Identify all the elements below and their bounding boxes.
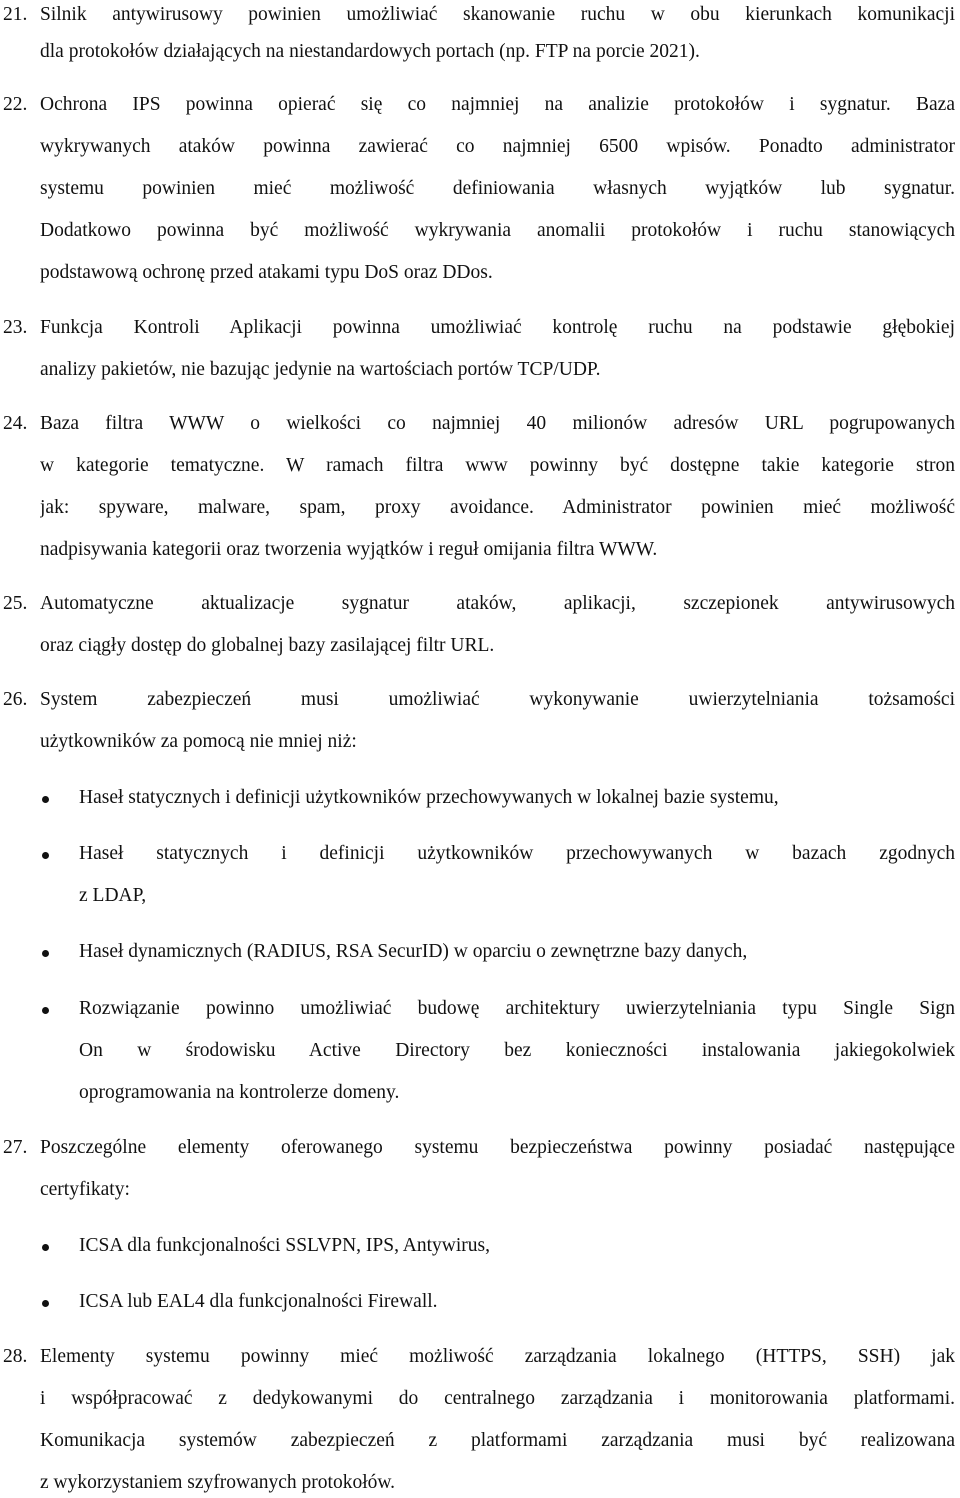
bullet-dot-icon <box>42 796 49 803</box>
item-text-line: certyfikaty: <box>40 1179 130 1200</box>
bullet-dot-icon <box>42 1007 49 1014</box>
item-text-line: systemu powinien mieć możliwość definiowania własnych wyjątków lub sygnatur. <box>40 178 955 199</box>
bullet-text-line: ICSA dla funkcjonalności SSLVPN, IPS, Antywirus, <box>79 1235 490 1256</box>
item-text-line: w kategorie tematyczne. W ramach filtra www powinny być dostępne takie kategorie stron <box>40 455 955 476</box>
item-number: 28. <box>3 1346 28 1367</box>
item-text-line: oraz ciągły dostęp do globalnej bazy zasilającej filtr URL. <box>40 635 495 656</box>
item-number: 26. <box>3 689 28 710</box>
bullet-text-line: Haseł statycznych i definicji użytkowników przechowywanych w lokalnej bazie systemu, <box>79 787 779 808</box>
bullet-text-line: Haseł dynamicznych (RADIUS, RSA SecurID) w oparciu o zewnętrzne bazy danych, <box>79 941 748 962</box>
item-text-line: i współpracować z dedykowanymi do centralnego zarządzania i monitorowania platformami. <box>40 1388 955 1409</box>
item-text-line: Silnik antywirusowy powinien umożliwiać skanowanie ruchu w obu kierunkach komunikacji <box>40 4 955 25</box>
item-text-line: jak: spyware, malware, spam, proxy avoidance. Administrator powinien mieć możliwość <box>40 497 955 518</box>
item-text-line: z wykorzystaniem szyfrowanych protokołów. <box>40 1472 396 1493</box>
item-text-line: Baza filtra WWW o wielkości co najmniej 40 milionów adresów URL pogrupowanych <box>40 413 955 434</box>
item-text-line: Dodatkowo powinna być możliwość wykrywania anomalii protokołów i ruchu stanowiących <box>40 220 955 241</box>
bullet-dot-icon <box>42 1300 49 1307</box>
item-text-line: Ochrona IPS powinna opierać się co najmniej na analizie protokołów i sygnatur. Baza <box>40 94 955 115</box>
item-number: 23. <box>3 317 28 338</box>
bullet-text-line: Rozwiązanie powinno umożliwiać budowę architektury uwierzytelniania typu Single Sign <box>79 998 955 1019</box>
bullet-text-line: oprogramowania na kontrolerze domeny. <box>79 1082 400 1103</box>
item-text-line: Komunikacja systemów zabezpieczeń z platformami zarządzania musi być realizowana <box>40 1430 955 1451</box>
item-number: 27. <box>3 1137 28 1158</box>
bullet-dot-icon <box>42 1244 49 1251</box>
item-text-line: Elementy systemu powinny mieć możliwość zarządzania lokalnego (HTTPS, SSH) jak <box>40 1346 955 1367</box>
item-text-line: nadpisywania kategorii oraz tworzenia wyjątków i reguł omijania filtra WWW. <box>40 539 658 560</box>
item-number: 22. <box>3 94 28 115</box>
item-text-line: Funkcja Kontroli Aplikacji powinna umożliwiać kontrolę ruchu na podstawie głębokiej <box>40 317 955 338</box>
bullet-dot-icon <box>42 852 49 859</box>
item-text-line: podstawową ochronę przed atakami typu DoS oraz DDos. <box>40 262 493 283</box>
bullet-text-line: On w środowisku Active Directory bez konieczności instalowania jakiegokolwiek <box>79 1040 955 1061</box>
item-text-line: analizy pakietów, nie bazując jedynie na wartościach portów TCP/UDP. <box>40 359 601 380</box>
item-text-line: wykrywanych ataków powinna zawierać co najmniej 6500 wpisów. Ponadto administrator <box>40 136 955 157</box>
item-text-line: Automatyczne aktualizacje sygnatur ataków, aplikacji, szczepionek antywirusowych <box>40 593 955 614</box>
item-text-line: dla protokołów działających na niestandardowych portach (np. FTP na porcie 2021). <box>40 41 700 62</box>
bullet-dot-icon <box>42 950 49 957</box>
bullet-text-line: z LDAP, <box>79 885 147 906</box>
item-number: 25. <box>3 593 28 614</box>
item-number: 21. <box>3 4 28 25</box>
bullet-text-line: Haseł statycznych i definicji użytkowników przechowywanych w bazach zgodnych <box>79 843 955 864</box>
item-text-line: System zabezpieczeń musi umożliwiać wykonywanie uwierzytelniania tożsamości <box>40 689 955 710</box>
bullet-text-line: ICSA lub EAL4 dla funkcjonalności Firewall. <box>79 1291 438 1312</box>
item-number: 24. <box>3 413 28 434</box>
item-text-line: użytkowników za pomocą nie mniej niż: <box>40 731 357 752</box>
item-text-line: Poszczególne elementy oferowanego systemu bezpieczeństwa powinny posiadać następujące <box>40 1137 955 1158</box>
